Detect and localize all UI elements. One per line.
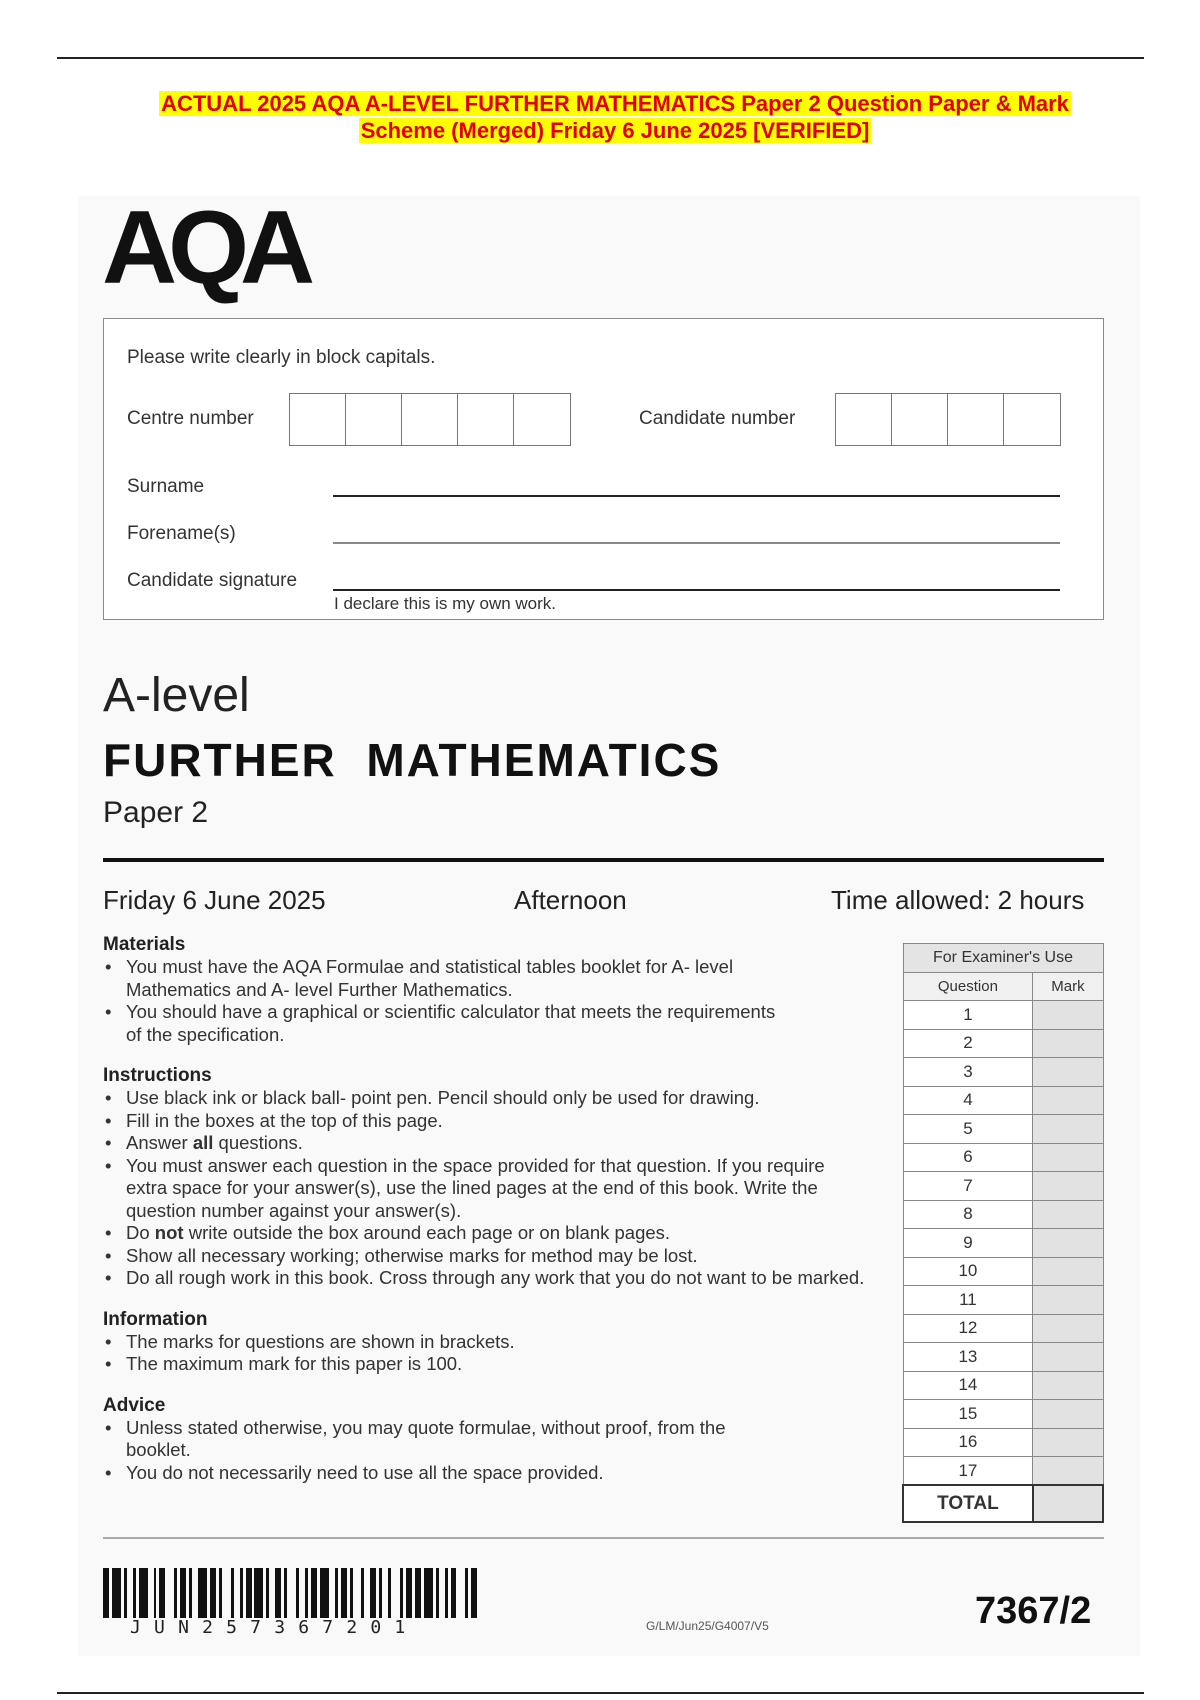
list-item: • Do all rough work in this book. Cross through any work that you do not want to be marked. — [103, 1267, 893, 1290]
table-row — [903, 1086, 1103, 1115]
time-allowed: Time allowed: 2 hours — [831, 885, 1085, 915]
do-not-suffix: write outside the box around each page or on blank pages. — [183, 1222, 671, 1243]
answer-all-suffix: questions. — [213, 1132, 303, 1153]
declaration-text: I declare this is my own work. — [334, 594, 557, 613]
mark-cell[interactable] — [1033, 1115, 1103, 1144]
answer-all-prefix: Answer — [126, 1132, 193, 1153]
digit-box[interactable] — [1004, 394, 1060, 445]
list-item: • You must answer each question in the space provided for that question. If you require extra space for your answer(s), use the lined pages at the end of this book. Write the question number against your answer(s). — [103, 1155, 863, 1223]
centre-number-label: Centre number — [127, 408, 254, 429]
mark-cell[interactable] — [1033, 1457, 1103, 1486]
list-item: • You do not necessarily need to use all the space provided. — [103, 1462, 903, 1485]
question-number: 13 — [903, 1343, 1033, 1372]
table-row — [903, 1029, 1103, 1058]
table-row — [903, 1314, 1103, 1343]
table-row — [903, 1257, 1103, 1286]
mark-column-header: Mark — [1033, 973, 1103, 1001]
qualification-level: A-level — [103, 669, 250, 722]
question-number: 17 — [903, 1457, 1033, 1486]
advice-list — [103, 1417, 903, 1485]
forenames-field[interactable] — [333, 542, 1060, 544]
signature-field[interactable] — [333, 589, 1060, 591]
barcode-bar — [198, 1568, 207, 1618]
mark-cell[interactable] — [1033, 1428, 1103, 1457]
total-mark-cell[interactable] — [1033, 1485, 1103, 1522]
barcode-bar — [477, 1568, 480, 1618]
instructions-panel — [103, 933, 903, 1502]
question-rows — [903, 1001, 1103, 1486]
heading-divider — [103, 858, 1104, 862]
question-number: 6 — [903, 1143, 1033, 1172]
question-number: 5 — [903, 1115, 1033, 1144]
list-item: • The marks for questions are shown in brackets. — [103, 1331, 903, 1354]
banner-line-2: Scheme (Merged) Friday 6 June 2025 [VERIFIED] — [360, 118, 870, 143]
table-row — [903, 1143, 1103, 1172]
digit-box[interactable] — [290, 394, 346, 445]
subject-title: FURTHER MATHEMATICS — [103, 734, 722, 786]
question-number: 1 — [903, 1001, 1033, 1030]
table-row — [903, 1200, 1103, 1229]
barcode-bar — [424, 1568, 433, 1618]
question-number: 14 — [903, 1371, 1033, 1400]
barcode-bar — [112, 1568, 121, 1618]
question-number: 4 — [903, 1086, 1033, 1115]
list-item: • Show all necessary working; otherwise marks for method may be lost. — [103, 1245, 903, 1268]
digit-box[interactable] — [402, 394, 458, 445]
mark-cell[interactable] — [1033, 1400, 1103, 1429]
table-row — [903, 1229, 1103, 1258]
question-number: 3 — [903, 1058, 1033, 1087]
centre-number-field[interactable] — [289, 393, 571, 446]
mark-cell[interactable] — [1033, 1143, 1103, 1172]
table-row — [903, 1058, 1103, 1087]
surname-label: Surname — [127, 476, 205, 497]
barcode — [103, 1568, 481, 1618]
title-banner — [100, 90, 1130, 144]
list-item: • Unless stated otherwise, you may quote formulae, without proof, from the booklet. — [103, 1417, 783, 1462]
question-number: 16 — [903, 1428, 1033, 1457]
mark-cell[interactable] — [1033, 1314, 1103, 1343]
barcode-bar — [222, 1568, 231, 1618]
candidate-number-label: Candidate number — [639, 408, 796, 429]
list-item: • Use black ink or black ball- point pen. Pencil should only be used for drawing. — [103, 1087, 903, 1110]
answer-all-emphasis: all — [192, 1132, 214, 1153]
examiners-use-heading: For Examiner's Use — [903, 944, 1103, 973]
list-item: • The maximum mark for this paper is 100. — [103, 1353, 903, 1376]
instruction-text: Please write clearly in block capitals. — [127, 347, 436, 368]
digit-box[interactable] — [458, 394, 514, 445]
mark-cell[interactable] — [1033, 1058, 1103, 1087]
exam-session: Afternoon — [514, 885, 627, 915]
signature-label: Candidate signature — [127, 570, 298, 591]
barcode-bar — [254, 1568, 263, 1618]
question-number: 2 — [903, 1029, 1033, 1058]
candidate-number-field[interactable] — [835, 393, 1061, 446]
table-row — [903, 1371, 1103, 1400]
mark-cell[interactable] — [1033, 1257, 1103, 1286]
section-title: Information — [103, 1308, 208, 1330]
do-not-prefix: Do — [126, 1222, 155, 1243]
candidate-details-box — [103, 318, 1104, 620]
do-not-emphasis: not — [154, 1222, 184, 1243]
section-title: Advice — [103, 1394, 166, 1416]
digit-box[interactable] — [514, 394, 570, 445]
question-number: 11 — [903, 1286, 1033, 1315]
mark-cell[interactable] — [1033, 1371, 1103, 1400]
paper-number: Paper 2 — [103, 796, 209, 829]
mark-cell[interactable] — [1033, 1200, 1103, 1229]
barcode-digits: JUN257367201 — [130, 1617, 419, 1638]
barcode-bar — [139, 1568, 148, 1618]
table-row — [903, 1172, 1103, 1201]
list-item: • Fill in the boxes at the top of this page. — [103, 1110, 903, 1133]
question-number: 12 — [903, 1314, 1033, 1343]
top-divider — [57, 57, 1144, 59]
forenames-label: Forename(s) — [127, 523, 236, 544]
mark-cell[interactable] — [1033, 1343, 1103, 1372]
exam-date: Friday 6 June 2025 — [103, 885, 326, 915]
barcode-bar — [165, 1568, 174, 1618]
mark-cell[interactable] — [1033, 1286, 1103, 1315]
section-title: Materials — [103, 934, 186, 955]
question-column-header: Question — [903, 973, 1033, 1001]
digit-box[interactable] — [836, 394, 892, 445]
banner-line-1: ACTUAL 2025 AQA A-LEVEL FURTHER MATHEMATICS Paper 2 Question Paper & Mark — [161, 91, 1069, 116]
list-item — [103, 1132, 903, 1155]
mark-cell[interactable] — [1033, 1086, 1103, 1115]
examiners-use-table — [902, 943, 1104, 1523]
surname-field[interactable] — [333, 495, 1060, 497]
barcode-bar — [456, 1568, 465, 1618]
mark-cell[interactable] — [1033, 1172, 1103, 1201]
table-row — [903, 1001, 1103, 1030]
table-row — [903, 1457, 1103, 1486]
question-number: 9 — [903, 1229, 1033, 1258]
table-row — [903, 1286, 1103, 1315]
barcode-bar — [287, 1568, 296, 1618]
digit-box[interactable] — [948, 394, 1004, 445]
mark-cell[interactable] — [1033, 1001, 1103, 1030]
list-item: • You should have a graphical or scientific calculator that meets the requirements of the specification. — [103, 1001, 793, 1046]
barcode-bar — [320, 1568, 329, 1618]
barcode-bar — [353, 1568, 362, 1618]
information-list — [103, 1331, 903, 1376]
question-number: 10 — [903, 1257, 1033, 1286]
table-row — [903, 1343, 1103, 1372]
mark-cell[interactable] — [1033, 1029, 1103, 1058]
question-number: 8 — [903, 1200, 1033, 1229]
paper-code: 7367/2 — [975, 1590, 1092, 1632]
mark-cell[interactable] — [1033, 1229, 1103, 1258]
question-number: 15 — [903, 1400, 1033, 1429]
table-row — [903, 1400, 1103, 1429]
digit-box[interactable] — [892, 394, 948, 445]
total-label: TOTAL — [903, 1485, 1033, 1522]
section-title: Instructions — [103, 1065, 212, 1086]
footer-divider — [103, 1537, 1104, 1539]
reference-code: G/LM/Jun25/G4007/V5 — [646, 1619, 769, 1633]
materials-list — [103, 956, 903, 1046]
table-row — [903, 1428, 1103, 1457]
instructions-list — [103, 1087, 903, 1290]
table-row — [903, 1115, 1103, 1144]
barcode-bar — [391, 1568, 400, 1618]
bottom-divider — [57, 1692, 1144, 1694]
digit-box[interactable] — [346, 394, 402, 445]
aqa-logo: AQA — [102, 190, 307, 306]
question-number: 7 — [903, 1172, 1033, 1201]
list-item: • You must have the AQA Formulae and statistical tables booklet for A- level Mathematics and A- level Further Mathematics. — [103, 956, 793, 1001]
list-item — [103, 1222, 903, 1245]
